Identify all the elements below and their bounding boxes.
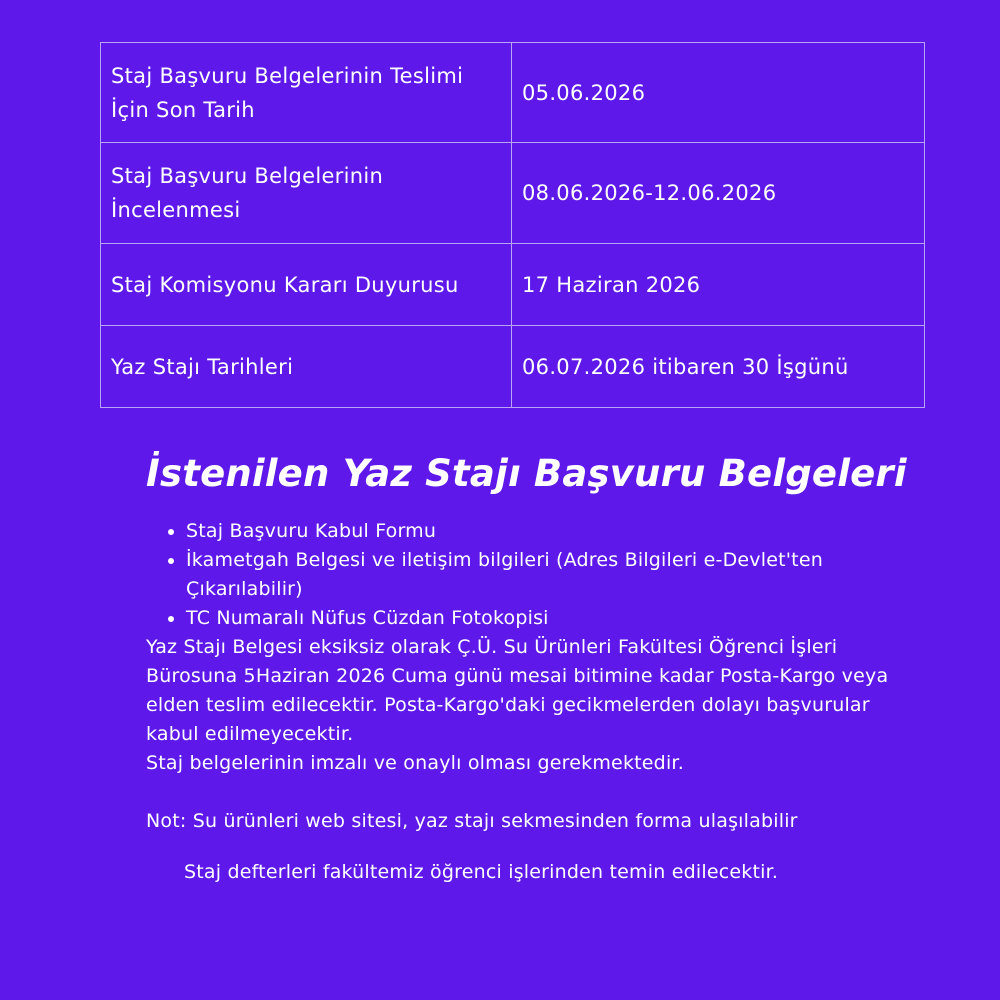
website-note: Not: Su ürünleri web sitesi, yaz stajı sekmesinden forma ulaşılabilir — [146, 810, 798, 832]
row-label: Staj Komisyonu Kararı Duyurusu — [101, 244, 512, 326]
list-item: • TC Numaralı Nüfus Cüzdan Fotokopisi — [186, 604, 926, 633]
row-value: 17 Haziran 2026 — [512, 244, 925, 326]
table-row — [101, 244, 925, 326]
documents-list — [146, 517, 926, 633]
table-row — [101, 143, 925, 244]
list-item: • İkametgah Belgesi ve iletişim bilgileri (Adres Bilgileri e-Devlet'ten Çıkarılabilir) — [186, 546, 926, 604]
list-item: • Staj Başvuru Kabul Formu — [186, 517, 926, 546]
row-label: Yaz Stajı Tarihleri — [101, 326, 512, 408]
table-row — [101, 326, 925, 408]
schedule-table — [100, 42, 925, 408]
documents-section — [146, 517, 926, 887]
row-value: 05.06.2026 — [512, 43, 925, 143]
submission-paragraph: Yaz Stajı Belgesi eksiksiz olarak Ç.Ü. Su Ürünleri Fakültesi Öğrenci İşleri Bürosuna 5Haziran 2026 Cuma günü mesai bitimine kadar Posta-Kargo veya elden teslim edilecektir. Posta-Kargo'daki gecikmelerden dolayı başvurular kabul edilmeyecektir. — [146, 636, 889, 745]
documents-heading: İstenilen Yaz Stajı Başvuru Belgeleri — [146, 452, 907, 495]
row-label: Staj Başvuru Belgelerinin İncelenmesi — [101, 143, 512, 244]
row-label: Staj Başvuru Belgelerinin Teslimi İçin Son Tarih — [101, 43, 512, 143]
notebook-note: Staj defterleri fakültemiz öğrenci işlerinden temin edilecektir. — [184, 861, 779, 883]
signature-paragraph: Staj belgelerinin imzalı ve onaylı olması gerekmektedir. — [146, 752, 684, 774]
table-row — [101, 43, 925, 143]
row-value: 08.06.2026-12.06.2026 — [512, 143, 925, 244]
row-value: 06.07.2026 itibaren 30 İşgünü — [512, 326, 925, 408]
